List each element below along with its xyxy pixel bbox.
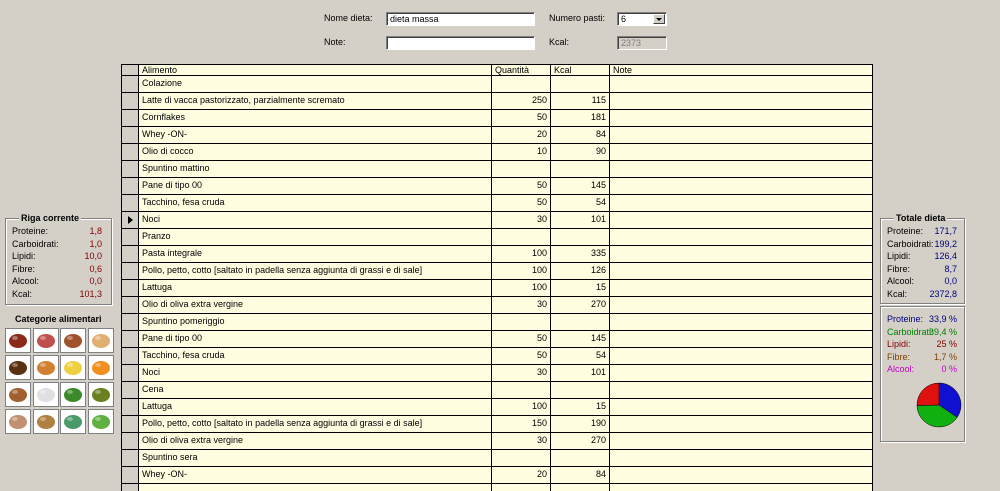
- stat-value: 0,6: [89, 263, 102, 274]
- cell-food[interactable]: Noci: [139, 365, 492, 381]
- meals-label: Numero pasti:: [549, 13, 606, 23]
- cell-food[interactable]: Pollo, petto, cotto [saltato in padella senza aggiunta di grassi e di sale]: [139, 263, 492, 279]
- cell-food[interactable]: Pranzo: [139, 229, 492, 245]
- current-row-panel: [5, 213, 112, 305]
- column-header-quantity[interactable]: Quantità: [492, 65, 551, 75]
- stat-value: 1,8: [89, 226, 102, 236]
- cell-food[interactable]: Spuntino pomeriggio: [139, 314, 492, 330]
- stat-row: [12, 225, 102, 237]
- table-row[interactable]: [122, 229, 872, 246]
- notes-input[interactable]: [386, 36, 535, 50]
- stat-value: 2372,8: [929, 288, 957, 299]
- stat-row: [887, 351, 957, 363]
- stat-value: 126,4: [934, 251, 957, 261]
- row-selector[interactable]: [122, 127, 139, 143]
- cell-notes[interactable]: [610, 331, 872, 347]
- cell-food[interactable]: Pollo, petto, cotto [saltato in padella senza aggiunta di grassi e di sale]: [139, 416, 492, 432]
- cell-food[interactable]: Lattuga: [139, 399, 492, 415]
- stat-row: [887, 363, 957, 375]
- grocery-bag-icon[interactable]: [33, 409, 59, 434]
- cell-notes[interactable]: [610, 382, 872, 398]
- cell-food[interactable]: Olio di cocco: [139, 144, 492, 160]
- cell-quantity[interactable]: 50: [492, 331, 551, 347]
- row-selector[interactable]: [122, 467, 139, 483]
- cell-kcal[interactable]: 84: [551, 467, 610, 483]
- row-selector[interactable]: [122, 280, 139, 296]
- stat-row: [887, 338, 957, 350]
- table-row[interactable]: [122, 195, 872, 212]
- table-row[interactable]: [122, 467, 872, 484]
- cell-notes[interactable]: [610, 314, 872, 330]
- stat-label: Proteine:: [887, 226, 924, 236]
- table-row-empty[interactable]: [122, 484, 872, 491]
- row-selector[interactable]: [122, 365, 139, 381]
- stat-label: Fibre:: [12, 263, 36, 274]
- table-row[interactable]: [122, 178, 872, 195]
- cell-quantity[interactable]: 30: [492, 297, 551, 313]
- stat-label: Alcool:: [12, 276, 40, 286]
- row-selector[interactable]: [122, 433, 139, 449]
- food-grid[interactable]: [121, 64, 873, 491]
- table-row[interactable]: [122, 314, 872, 331]
- row-selector[interactable]: [122, 246, 139, 262]
- table-row[interactable]: [122, 382, 872, 399]
- stat-row: [12, 288, 102, 300]
- table-row[interactable]: [122, 416, 872, 433]
- table-row[interactable]: [122, 93, 872, 110]
- nuts-icon[interactable]: [5, 382, 31, 407]
- table-row[interactable]: [122, 348, 872, 365]
- cell-food[interactable]: Noci: [139, 212, 492, 228]
- cell-kcal[interactable]: 84: [551, 127, 610, 143]
- cell-kcal[interactable]: [551, 76, 610, 92]
- row-selector[interactable]: [122, 195, 139, 211]
- cell-notes[interactable]: [610, 280, 872, 296]
- column-header-food[interactable]: Alimento: [139, 65, 492, 75]
- cell-notes[interactable]: [610, 76, 872, 92]
- cell-notes[interactable]: [610, 450, 872, 466]
- cell-kcal[interactable]: 101: [551, 212, 610, 228]
- cell-quantity[interactable]: 50: [492, 110, 551, 126]
- cell-food[interactable]: Olio di oliva extra vergine: [139, 433, 492, 449]
- cell-quantity[interactable]: 30: [492, 433, 551, 449]
- stat-row: [12, 275, 102, 287]
- stat-value: 39,4 %: [928, 326, 957, 337]
- cell-kcal[interactable]: 54: [551, 348, 610, 364]
- cell-quantity[interactable]: 50: [492, 178, 551, 194]
- table-row[interactable]: [122, 331, 872, 348]
- cell-food[interactable]: Lattuga: [139, 280, 492, 296]
- percent-panel: [880, 306, 965, 442]
- cell-food[interactable]: Spuntino sera: [139, 450, 492, 466]
- cell-quantity[interactable]: 50: [492, 195, 551, 211]
- table-row[interactable]: [122, 433, 872, 450]
- cell-quantity[interactable]: [492, 382, 551, 398]
- cell-food[interactable]: Whey -ON-: [139, 127, 492, 143]
- cell-kcal[interactable]: [551, 382, 610, 398]
- cell-quantity[interactable]: [492, 161, 551, 177]
- table-row[interactable]: [122, 161, 872, 178]
- macro-pie-chart: [915, 381, 963, 429]
- stat-label: Lipidi:: [887, 339, 911, 349]
- cell-notes[interactable]: [610, 127, 872, 143]
- cell-quantity[interactable]: 100: [492, 399, 551, 415]
- row-selector[interactable]: [122, 399, 139, 415]
- cell-food[interactable]: Tacchino, fesa cruda: [139, 348, 492, 364]
- categories-grid: [5, 328, 117, 436]
- current-row-arrow-icon: [128, 216, 133, 224]
- stat-row: [12, 263, 102, 275]
- bread-icon[interactable]: [88, 328, 114, 353]
- table-row[interactable]: [122, 450, 872, 467]
- cell-quantity[interactable]: 100: [492, 280, 551, 296]
- cell-kcal[interactable]: 101: [551, 365, 610, 381]
- stat-row: [887, 288, 957, 300]
- stat-value: 0,0: [944, 276, 957, 286]
- wine-glass-icon[interactable]: [5, 328, 31, 353]
- cell-kcal[interactable]: 54: [551, 195, 610, 211]
- cell-kcal[interactable]: 270: [551, 297, 610, 313]
- cell-notes[interactable]: [610, 144, 872, 160]
- stat-label: Fibre:: [887, 263, 911, 274]
- cell-quantity[interactable]: 50: [492, 348, 551, 364]
- cell-kcal[interactable]: 90: [551, 144, 610, 160]
- column-header-kcal[interactable]: Kcal: [551, 65, 610, 75]
- cell-kcal[interactable]: 145: [551, 178, 610, 194]
- cell-notes[interactable]: [610, 365, 872, 381]
- fish-icon[interactable]: [5, 409, 31, 434]
- cell-kcal[interactable]: 335: [551, 246, 610, 262]
- row-selector[interactable]: [122, 348, 139, 364]
- cell-notes[interactable]: [610, 467, 872, 483]
- cell-food[interactable]: Whey -ON-: [139, 467, 492, 483]
- pasta-icon[interactable]: [60, 409, 86, 434]
- chevron-down-icon[interactable]: [653, 14, 665, 24]
- roast-chicken-icon[interactable]: [60, 328, 86, 353]
- row-selector[interactable]: [122, 110, 139, 126]
- table-row[interactable]: [122, 246, 872, 263]
- cell-notes[interactable]: [610, 195, 872, 211]
- cell-notes[interactable]: [610, 229, 872, 245]
- stat-label: Fibre:: [887, 351, 911, 362]
- cell-notes[interactable]: [610, 416, 872, 432]
- stat-label: Kcal:: [12, 288, 33, 299]
- cell-quantity[interactable]: 150: [492, 416, 551, 432]
- cell-food[interactable]: Pane di tipo 00: [139, 331, 492, 347]
- stat-label: Alcool:: [887, 276, 915, 286]
- stat-label: Proteine:: [12, 226, 49, 236]
- row-selector[interactable]: [122, 229, 139, 245]
- meat-icon[interactable]: [33, 328, 59, 353]
- diet-name-input[interactable]: dieta massa: [386, 12, 535, 26]
- cell-quantity[interactable]: 100: [492, 263, 551, 279]
- cheese-icon[interactable]: [60, 355, 86, 380]
- table-row[interactable]: [122, 212, 872, 229]
- stat-row: [887, 326, 957, 338]
- table-row[interactable]: [122, 127, 872, 144]
- stat-value: 1,0: [89, 238, 102, 249]
- grid-header: [122, 65, 872, 76]
- stat-value: 199,2: [934, 238, 957, 249]
- stat-label: Kcal:: [887, 288, 908, 299]
- cell-kcal[interactable]: 190: [551, 416, 610, 432]
- pie-slice-fat: [917, 383, 939, 406]
- notes-label: Note:: [324, 37, 346, 47]
- cell-quantity[interactable]: [492, 450, 551, 466]
- stat-row: [12, 238, 102, 250]
- cell-empty[interactable]: [551, 484, 610, 491]
- row-selector[interactable]: [122, 93, 139, 109]
- stat-value: 10,0: [84, 251, 102, 261]
- cell-kcal[interactable]: [551, 161, 610, 177]
- cell-notes[interactable]: [610, 433, 872, 449]
- row-selector[interactable]: [122, 144, 139, 160]
- cell-kcal[interactable]: 126: [551, 263, 610, 279]
- row-selector[interactable]: [122, 297, 139, 313]
- table-row[interactable]: [122, 76, 872, 93]
- cell-food[interactable]: Colazione: [139, 76, 492, 92]
- row-selector[interactable]: [122, 161, 139, 177]
- table-row[interactable]: [122, 280, 872, 297]
- meals-select-value: 6: [621, 14, 627, 24]
- stat-row: [887, 275, 957, 287]
- cell-notes[interactable]: [610, 297, 872, 313]
- cell-quantity[interactable]: 30: [492, 365, 551, 381]
- stat-label: Carboidrati:: [887, 326, 934, 337]
- cell-empty[interactable]: [139, 484, 492, 491]
- stat-row: [887, 238, 957, 250]
- cell-quantity[interactable]: 20: [492, 127, 551, 143]
- cell-empty[interactable]: [122, 484, 139, 491]
- categories-title: Categorie alimentari: [15, 314, 102, 324]
- cell-quantity[interactable]: 20: [492, 467, 551, 483]
- row-selector[interactable]: [122, 450, 139, 466]
- table-row[interactable]: [122, 399, 872, 416]
- oranges-icon[interactable]: [88, 355, 114, 380]
- celery-icon[interactable]: [88, 409, 114, 434]
- cell-notes[interactable]: [610, 246, 872, 262]
- cell-kcal[interactable]: [551, 450, 610, 466]
- totals-panel: [880, 213, 965, 304]
- cell-quantity[interactable]: 30: [492, 212, 551, 228]
- stat-label: Lipidi:: [887, 251, 911, 261]
- stat-row: [887, 263, 957, 275]
- kcal-field: 2373: [617, 36, 667, 50]
- row-selector[interactable]: [122, 416, 139, 432]
- cell-notes[interactable]: [610, 93, 872, 109]
- stat-value: 25 %: [936, 339, 957, 349]
- stat-value: 8,7: [944, 263, 957, 274]
- cell-kcal[interactable]: 15: [551, 280, 610, 296]
- diet-name-label: Nome dieta:: [324, 13, 373, 23]
- stat-value: 0 %: [941, 364, 957, 374]
- stat-value: 1,7 %: [933, 351, 957, 362]
- stat-row: [887, 250, 957, 262]
- cell-food[interactable]: Pane di tipo 00: [139, 178, 492, 194]
- kcal-label: Kcal:: [549, 37, 570, 47]
- column-header-notes[interactable]: Note: [613, 65, 633, 75]
- meals-select[interactable]: [617, 12, 667, 26]
- cell-kcal[interactable]: [551, 314, 610, 330]
- cell-notes[interactable]: [610, 348, 872, 364]
- row-selector[interactable]: [122, 382, 139, 398]
- stat-value: 171,7: [934, 226, 957, 236]
- stat-value: 101,3: [79, 288, 102, 299]
- cell-food[interactable]: Cornflakes: [139, 110, 492, 126]
- cell-quantity[interactable]: 10: [492, 144, 551, 160]
- table-row[interactable]: [122, 263, 872, 280]
- cell-quantity[interactable]: 250: [492, 93, 551, 109]
- cell-quantity[interactable]: 100: [492, 246, 551, 262]
- cell-notes[interactable]: [610, 178, 872, 194]
- totals-title: Totale dieta: [896, 213, 946, 223]
- cell-kcal[interactable]: 270: [551, 433, 610, 449]
- row-selector[interactable]: [122, 76, 139, 92]
- row-selector[interactable]: [122, 314, 139, 330]
- cake-icon[interactable]: [5, 355, 31, 380]
- row-selector-header: [122, 65, 139, 75]
- cell-food[interactable]: Spuntino mattino: [139, 161, 492, 177]
- cell-quantity[interactable]: [492, 76, 551, 92]
- cell-kcal[interactable]: [551, 229, 610, 245]
- stat-label: Proteine:: [887, 314, 924, 324]
- oil-bottles-icon[interactable]: [88, 382, 114, 407]
- cell-kcal[interactable]: 115: [551, 93, 610, 109]
- cell-food[interactable]: Latte di vacca pastorizzato, parzialmente scremato: [139, 93, 492, 109]
- vegetables-icon[interactable]: [60, 382, 86, 407]
- row-selector[interactable]: [122, 178, 139, 194]
- cell-notes[interactable]: [610, 110, 872, 126]
- row-selector[interactable]: [122, 212, 139, 228]
- stat-label: Alcool:: [887, 364, 915, 374]
- stat-value: 0,0: [89, 276, 102, 286]
- cell-food[interactable]: Olio di oliva extra vergine: [139, 297, 492, 313]
- cell-food[interactable]: Pasta integrale: [139, 246, 492, 262]
- cell-notes[interactable]: [610, 399, 872, 415]
- table-row[interactable]: [122, 297, 872, 314]
- cell-empty[interactable]: [492, 484, 551, 491]
- cell-food[interactable]: Tacchino, fesa cruda: [139, 195, 492, 211]
- cell-empty[interactable]: [610, 484, 872, 491]
- cell-food[interactable]: Cena: [139, 382, 492, 398]
- cell-kcal[interactable]: 145: [551, 331, 610, 347]
- stat-row: [12, 250, 102, 262]
- stat-label: Carboidrati:: [887, 238, 934, 249]
- stat-row: [887, 313, 957, 325]
- table-row[interactable]: [122, 110, 872, 127]
- cell-kcal[interactable]: 181: [551, 110, 610, 126]
- cell-kcal[interactable]: 15: [551, 399, 610, 415]
- burger-icon[interactable]: [33, 355, 59, 380]
- cell-notes[interactable]: [610, 161, 872, 177]
- milk-icon[interactable]: [33, 382, 59, 407]
- cell-notes[interactable]: [610, 263, 872, 279]
- cell-quantity[interactable]: [492, 229, 551, 245]
- stat-label: Lipidi:: [12, 251, 36, 261]
- row-selector[interactable]: [122, 263, 139, 279]
- stat-value: 33,9 %: [928, 314, 957, 324]
- cell-notes[interactable]: [610, 212, 872, 228]
- table-row[interactable]: [122, 365, 872, 382]
- stat-label: Carboidrati:: [12, 238, 59, 249]
- stat-row: [887, 225, 957, 237]
- table-row[interactable]: [122, 144, 872, 161]
- current-row-title: Riga corrente: [21, 213, 80, 223]
- row-selector[interactable]: [122, 331, 139, 347]
- cell-quantity[interactable]: [492, 314, 551, 330]
